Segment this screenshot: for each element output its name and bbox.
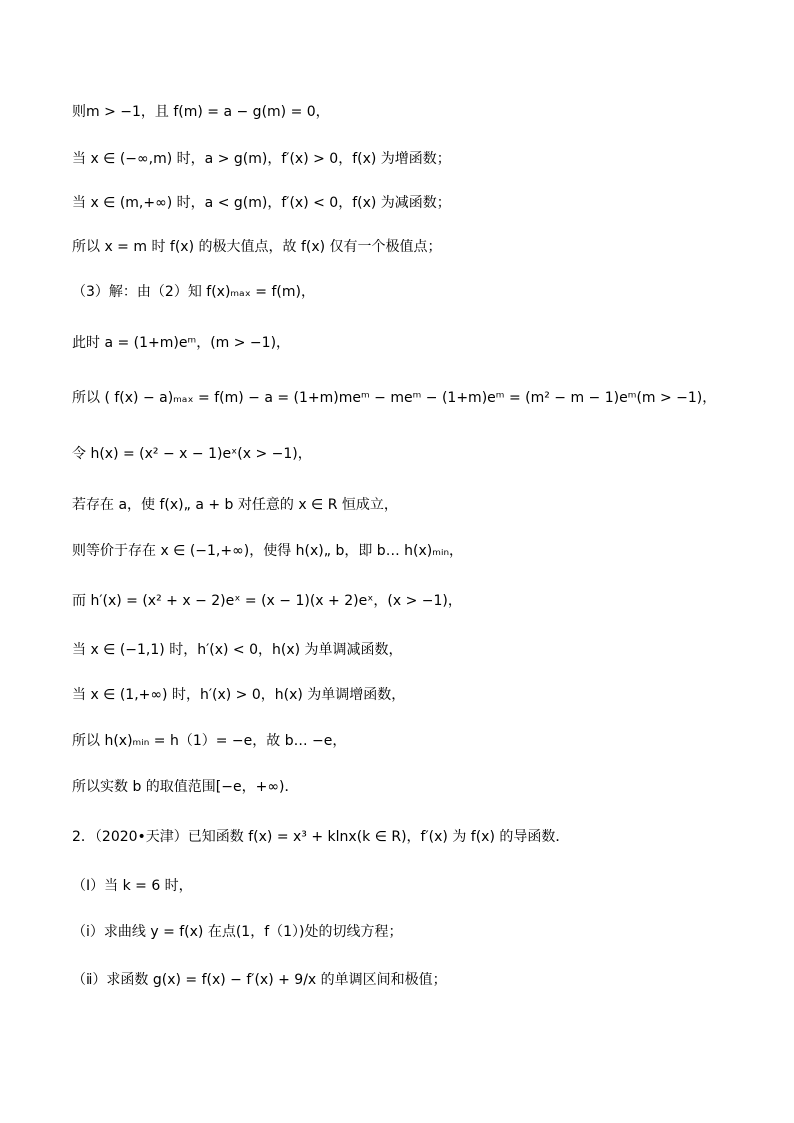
text-line: 若存在 a，使 f(x)„ a + b 对任意的 x ∈ R 恒成立， — [72, 497, 398, 513]
text-line: （3）解：由（2）知 f(x)ₘₐₓ = f(m)， — [72, 284, 315, 300]
text-line: 所以 h(x)ₘᵢₙ = h（1）= −e，故 b… −e， — [72, 733, 347, 749]
text-line: 而 h′(x) = (x² + x − 2)eˣ = (x − 1)(x + 2)eˣ，(x > −1)， — [72, 593, 462, 609]
text-line: 当 x ∈ (m,+∞) 时，a < g(m)，f′(x) < 0，f(x) 为减函数； — [72, 195, 451, 211]
text-line: 当 x ∈ (−∞,m) 时，a > g(m)，f′(x) > 0，f(x) 为增函数； — [72, 151, 451, 167]
text-line: （ⅱ）求函数 g(x) = f(x) − f′(x) + 9/x 的单调区间和极值； — [72, 972, 447, 988]
text-line: 所以实数 b 的取值范围[−e，+∞)． — [72, 779, 299, 795]
text-line: （ⅰ）求曲线 y = f(x) 在点(1，f（1）)处的切线方程； — [72, 924, 403, 940]
text-line: 当 x ∈ (−1,1) 时，h′(x) < 0，h(x) 为单调减函数， — [72, 642, 403, 658]
text-line: 所以 x = m 时 f(x) 的极大值点，故 f(x) 仅有一个极值点； — [72, 239, 442, 255]
text-line: 则等价于存在 x ∈ (−1,+∞)，使得 h(x)„ b，即 b… h(x)ₘᵢₙ， — [72, 543, 464, 559]
text-line: 此时 a = (1+m)eᵐ，(m > −1)， — [72, 335, 291, 351]
text-line: 则m > −1，且 f(m) = a − g(m) = 0， — [72, 104, 330, 120]
text-line: （Ⅰ）当 k = 6 时， — [72, 878, 193, 894]
problem-title: 2．（2020•天津）已知函数 f(x) = x³ + klnx(k ∈ R)，f′(x) 为 f(x) 的导函数． — [72, 829, 570, 845]
text-line: 所以 ( f(x) − a)ₘₐₓ = f(m) − a = (1+m)meᵐ − meᵐ − (1+m)eᵐ = (m² − m − 1)eᵐ(m > −1)， — [72, 390, 717, 406]
text-line: 当 x ∈ (1,+∞) 时，h′(x) > 0，h(x) 为单调增函数， — [72, 687, 406, 703]
text-line: 令 h(x) = (x² − x − 1)eˣ(x > −1)， — [72, 446, 312, 462]
